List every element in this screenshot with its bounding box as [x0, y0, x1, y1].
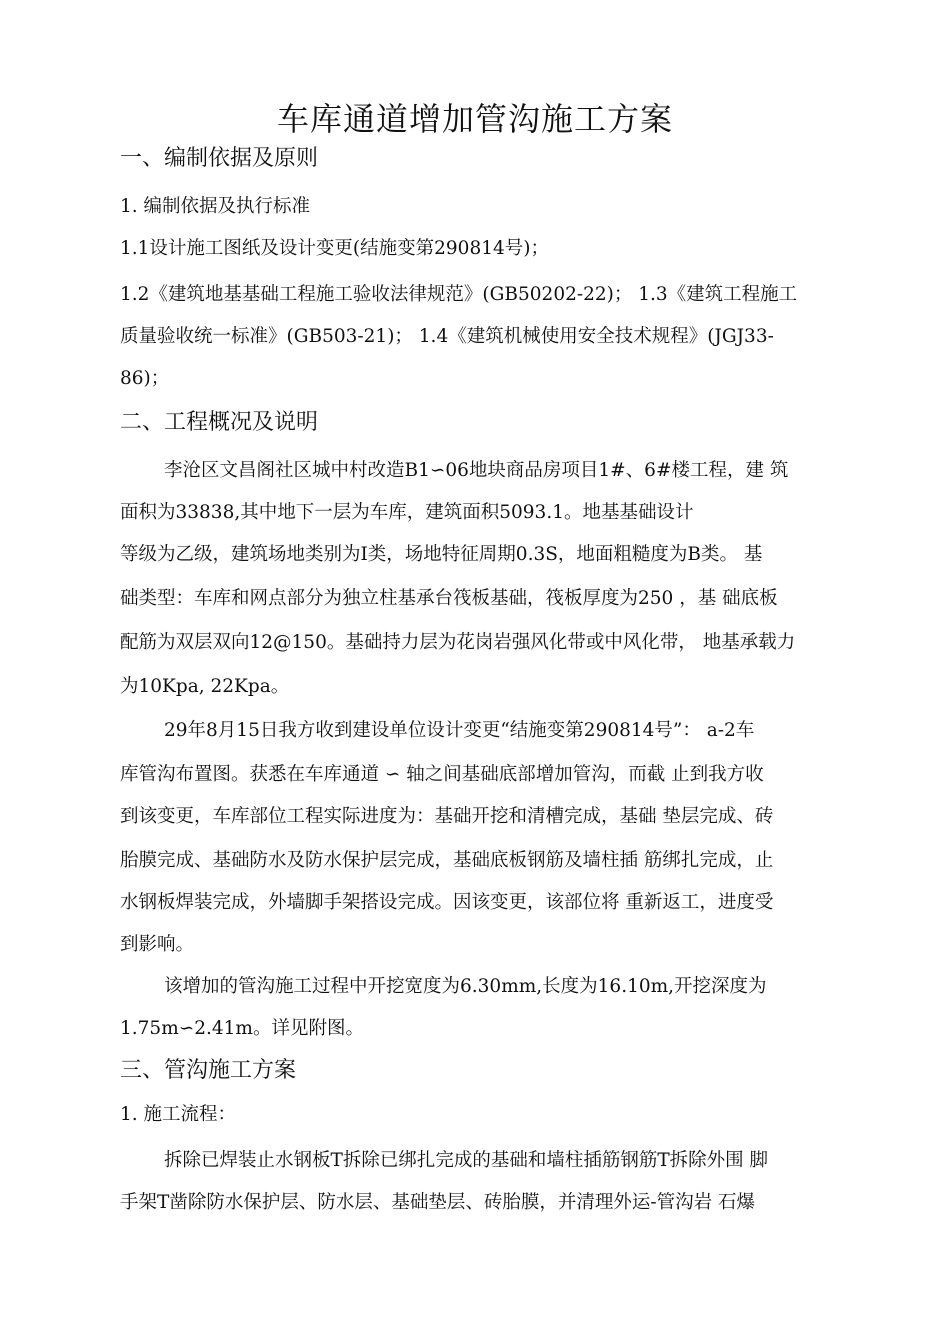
- change-line: 胎膜完成、基础防水及防水保护层完成，基础底板钢筋及墙柱插 筋绑扎完成，止: [120, 850, 774, 871]
- section-1-item-1: 1. 编制依据及执行标准: [120, 196, 311, 217]
- process-line: 手架T凿除防水保护层、防水层、基础垫层、砖胎膜，并清理外运-管沟岩 石爆: [120, 1192, 755, 1213]
- section-heading-1: 一、编制依据及原则: [120, 146, 319, 171]
- basis-line-3: 质量验收统一标准》(GB503-21)； 1.4《建筑机械使用安全技术规程》(JGJ33-: [120, 326, 774, 347]
- overview-line: 为10Kpa, 22Kpa。: [120, 676, 290, 697]
- trench-size-line: 该增加的管沟施工过程中开挖宽度为6.30mm,长度为16.10m,开挖深度为: [164, 976, 767, 997]
- overview-line: 等级为乙级，建筑场地类别为Ⅰ类，场地特征周期0.3S，地面粗糙度为B类。 基: [120, 544, 763, 565]
- change-line: 29年8月15日我方收到建设单位设计变更“结施变第290814号”： a-2车: [164, 720, 755, 741]
- process-line: 拆除已焊装止水钢板T拆除已绑扎完成的基础和墙柱插筋钢筋T拆除外围 脚: [164, 1150, 769, 1171]
- overview-line: 配筋为双层双向12@150。基础持力层为花岗岩强风化带或中风化带， 地基承载力: [120, 632, 796, 653]
- overview-line: 础类型：车库和网点部分为独立柱基承台筏板基础，筏板厚度为250 ，基 础底板: [120, 588, 778, 609]
- change-line: 到该变更，车库部位工程实际进度为：基础开挖和清槽完成，基础 垫层完成、砖: [120, 806, 774, 827]
- section-heading-3: 三、管沟施工方案: [120, 1058, 297, 1083]
- section-heading-2: 二、工程概况及说明: [120, 410, 319, 435]
- basis-line-4: 86)；: [120, 368, 170, 389]
- change-line: 库管沟布置图。获悉在车库通道 ∽ 轴之间基础底部增加管沟，而截 止到我方收: [120, 764, 764, 785]
- change-line: 水钢板焊装完成，外墙脚手架搭设完成。因该变更，该部位将 重新返工，进度受: [120, 892, 774, 913]
- document-title: 车库通道增加管沟施工方案: [276, 100, 673, 138]
- change-line: 到影响。: [120, 934, 195, 955]
- trench-size-line: 1.75m∽2.41m。详见附图。: [120, 1018, 364, 1039]
- basis-line-2: 1.2《建筑地基基础工程施工验收法律规范》(GB50202-22)； 1.3《建筑工程施工: [120, 284, 798, 305]
- basis-line-1: 1.1设计施工图纸及设计变更(结施变第290814号)；: [120, 238, 549, 259]
- overview-line: 面积为33838,其中地下一层为车库，建筑面积5093.1。地基基础设计: [120, 502, 694, 523]
- section-3-item-1: 1. 施工流程：: [120, 1104, 237, 1125]
- overview-line: 李沧区文昌阁社区城中村改造B1∽06地块商品房项目1#、6#楼工程，建 筑: [164, 460, 789, 481]
